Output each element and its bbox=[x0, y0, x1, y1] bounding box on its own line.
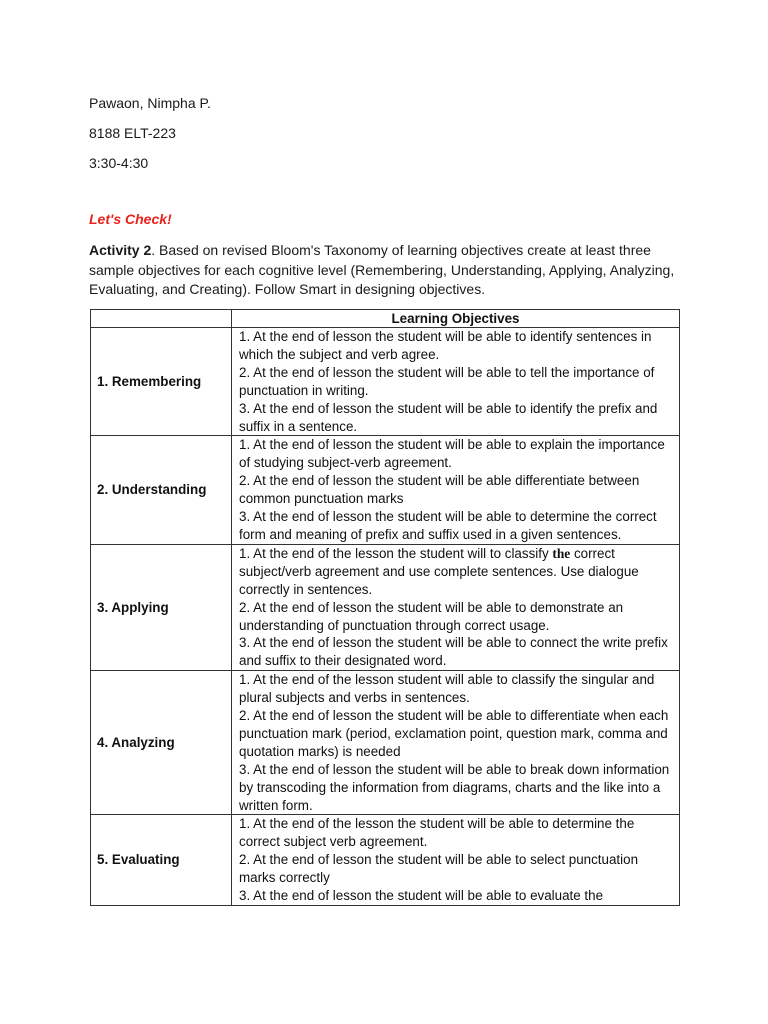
objective-item: 1. At the end of the lesson the student will be able to determine the correct subject verb agreement. bbox=[239, 816, 635, 850]
table-row bbox=[91, 671, 680, 815]
objective-highlighted-word: the bbox=[552, 545, 571, 561]
objectives-cell bbox=[232, 328, 680, 436]
objectives-cell bbox=[232, 544, 680, 670]
student-name: Pawaon, Nimpha P. bbox=[89, 95, 211, 111]
objective-item: 1. At the end of lesson the student will be able to explain the importance of studying subject-verb agreement. bbox=[239, 437, 665, 471]
lets-check-heading: Let's Check! bbox=[89, 211, 172, 227]
objective-item: 3. At the end of lesson the student will be able to identify the prefix and suffix in a sentence. bbox=[239, 400, 658, 434]
objective-text-part: 1. At the end of the lesson the student will to classify bbox=[239, 545, 553, 561]
level-remembering: 1. Remembering bbox=[91, 328, 232, 436]
level-applying: 3. Applying bbox=[91, 544, 232, 670]
class-time: 3:30-4:30 bbox=[89, 155, 149, 171]
objective-item: 2. At the end of lesson the student will be able to demonstrate an understanding of punctuation through correct usage. bbox=[239, 599, 624, 633]
objective-item: 3. At the end of lesson the student will be able to determine the correct form and meaning of prefix and suffix used in a given sentences. bbox=[239, 509, 657, 542]
level-evaluating: 5. Evaluating bbox=[91, 815, 232, 906]
activity-instructions bbox=[89, 241, 681, 300]
objective-text-part: correct subject/verb agreement and use complete sentences. Use dialogue correctly in sentences. bbox=[239, 545, 639, 597]
learning-objectives-table bbox=[90, 309, 680, 906]
table-row bbox=[91, 815, 680, 906]
activity-text: . Based on revised Bloom's Taxonomy of learning objectives create at least three sample objectives for each cognitive level (Remembering, Understanding, Applying, Analyzing, Evaluating, and Creating). Follow Smart in designing objectives. bbox=[89, 242, 675, 297]
level-understanding: 2. Understanding bbox=[91, 436, 232, 544]
objective-item: 3. At the end of lesson the student will be able to break down information by transcoding the information from diagrams, charts and the like into a written form. bbox=[239, 761, 670, 813]
objective-item: 1. At the end of lesson the student will be able to identify sentences in which the subject and verb agree. bbox=[239, 329, 652, 362]
objective-item: 2. At the end of lesson the student will be able differentiate between common punctuation marks bbox=[239, 473, 640, 507]
activity-label: Activity 2 bbox=[89, 242, 152, 258]
objective-item bbox=[239, 545, 675, 599]
objective-item: 3. At the end of lesson the student will be able to evaluate the bbox=[239, 888, 604, 904]
objective-item: 1. At the end of the lesson student will able to classify the singular and plural subjects and verbs in sentences. bbox=[239, 672, 655, 706]
table-row bbox=[91, 328, 680, 436]
table-header-row bbox=[91, 310, 680, 328]
objective-item: 3. At the end of lesson the student will be able to connect the write prefix and suffix to their designated word. bbox=[239, 635, 668, 669]
objective-item: 2. At the end of lesson the student will be able to select punctuation marks correctly bbox=[239, 852, 639, 886]
table-row bbox=[91, 436, 680, 544]
learning-objectives-header: Learning Objectives bbox=[232, 310, 680, 328]
course-code: 8188 ELT-223 bbox=[89, 125, 176, 141]
table-row bbox=[91, 544, 680, 670]
level-analyzing: 4. Analyzing bbox=[91, 671, 232, 815]
objectives-cell bbox=[232, 436, 680, 544]
objectives-cell bbox=[232, 815, 680, 906]
objective-item: 2. At the end of lesson the student will be able to differentiate when each punctuation mark (period, exclamation point, question mark, comma and quotation marks) is needed bbox=[239, 708, 669, 759]
objective-item: 2. At the end of lesson the student will be able to tell the importance of punctuation in writing. bbox=[239, 364, 655, 398]
header-blank-cell bbox=[91, 310, 232, 328]
objectives-cell bbox=[232, 671, 680, 815]
